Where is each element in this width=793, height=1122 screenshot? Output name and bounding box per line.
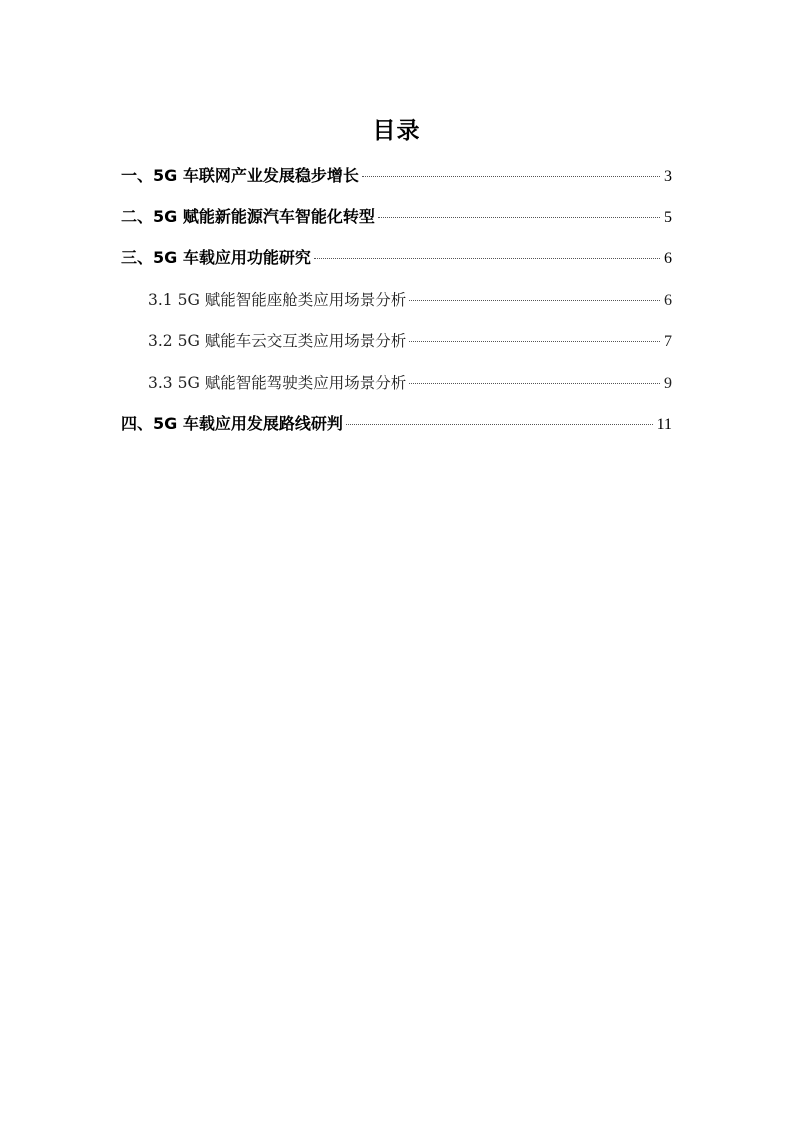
dot-leader <box>378 216 660 218</box>
toc-entry-subsection-3-2[interactable] <box>148 329 672 353</box>
toc-entry-title: 一、5G 车联网产业发展稳步增长 <box>121 166 359 185</box>
toc-entry-section-4[interactable] <box>121 412 672 436</box>
toc-entry-title: 三、5G 车载应用功能研究 <box>121 248 311 267</box>
dot-leader <box>362 175 660 177</box>
toc-entry-title: 二、5G 赋能新能源汽车智能化转型 <box>121 207 375 226</box>
toc-entry-title: 3.1 5G 赋能智能座舱类应用场景分析 <box>148 291 407 309</box>
toc-page-number: 11 <box>656 416 672 433</box>
toc-entry-title: 四、5G 车载应用发展路线研判 <box>121 414 343 433</box>
toc-entry-subsection-3-1[interactable] <box>148 288 672 312</box>
toc-entry-title: 3.2 5G 赋能车云交互类应用场景分析 <box>148 332 407 350</box>
dot-leader <box>346 423 653 425</box>
toc-entry-section-2[interactable] <box>121 205 672 229</box>
toc-page-number: 7 <box>664 333 672 350</box>
toc-page-number: 9 <box>664 375 672 392</box>
toc-page-number: 6 <box>664 250 672 267</box>
dot-leader <box>409 299 660 301</box>
toc-entry-title: 3.3 5G 赋能智能驾驶类应用场景分析 <box>148 374 407 392</box>
page-title: 目录 <box>372 118 421 144</box>
toc-page-number: 3 <box>664 168 672 185</box>
dot-leader <box>409 340 660 342</box>
toc-page-number: 5 <box>664 209 672 226</box>
dot-leader <box>409 382 660 384</box>
toc-entry-subsection-3-3[interactable] <box>148 371 672 395</box>
toc-page-number: 6 <box>664 292 672 309</box>
dot-leader <box>314 257 660 259</box>
toc-entry-section-3[interactable] <box>121 246 672 270</box>
toc-entry-section-1[interactable] <box>121 164 672 188</box>
